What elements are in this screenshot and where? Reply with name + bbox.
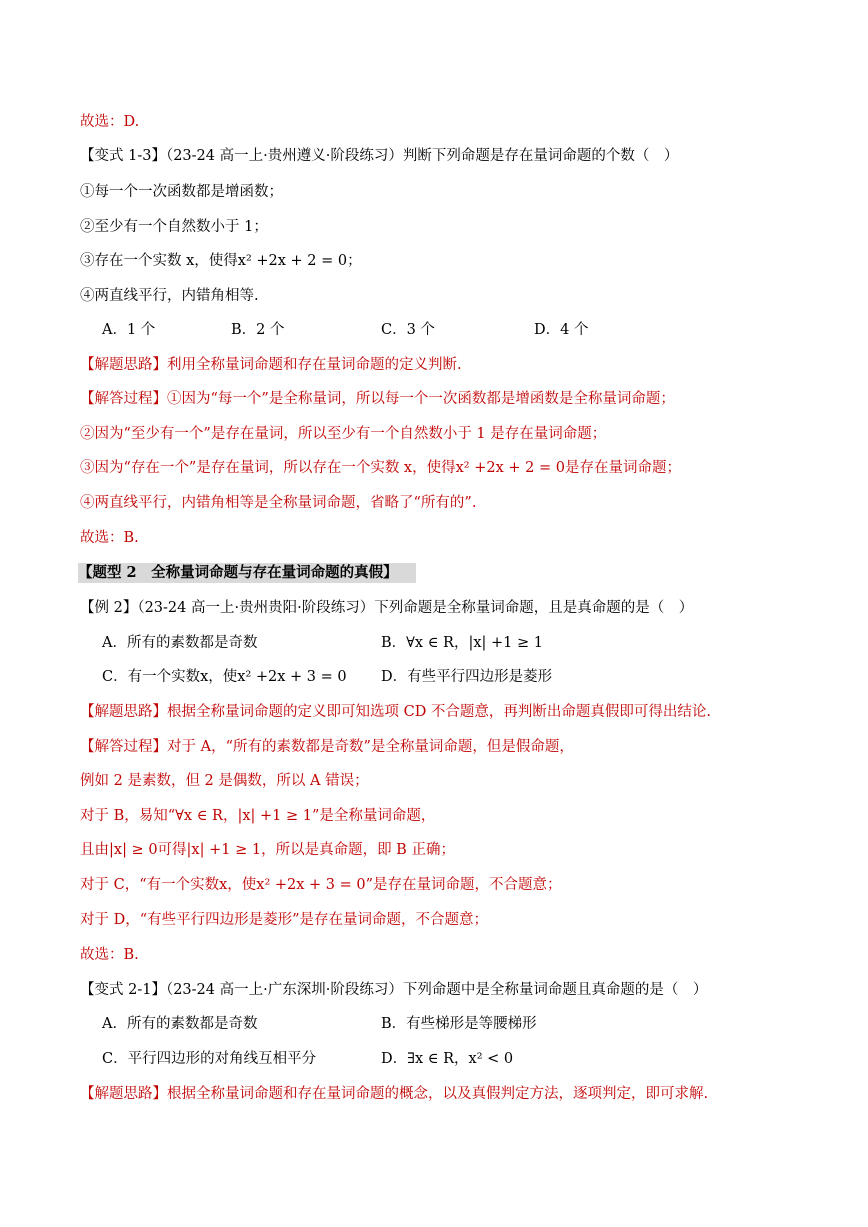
solution-idea-2-1: 【解题思路】根据全称量词命题和存在量词命题的概念，以及真假判定方法，逐项判定，即可求解. [80,1086,709,1102]
q21-option-a: A．所有的素数都是奇数 [102,1016,258,1032]
answer-1-3-prev: 故选：D. [80,114,140,130]
answer-2: 故选：B. [80,947,139,963]
statement-3: ③存在一个实数 x，使得x² +2x + 2 = 0； [80,253,362,269]
solution-process-1-3-1: 【解答过程】①因为“每一个”是全称量词，所以每一个一次函数都是增函数是全称量词命题； [80,391,675,407]
q21-option-d: D．∃x ∈ R，x² < 0 [381,1051,514,1067]
statement-4: ④两直线平行，内错角相等. [80,288,259,304]
statement-2: ②至少有一个自然数小于 1； [80,219,268,235]
solution-process-1-3-4: ④两直线平行，内错角相等是全称量词命题，省略了“所有的”. [80,495,477,511]
solution-process-2-4: 且由|x| ≥ 0可得|x| +1 ≥ 1，所以是真命题，即 B 正确； [80,842,455,858]
option-a: A．1 个 [102,322,156,338]
ex2-option-b: B．∀x ∈ R，|x| +1 ≥ 1 [381,635,543,651]
q21-option-c: C．平行四边形的对角线互相平分 [102,1051,317,1067]
solution-process-2-5: 对于 C，“有一个实数x，使x² +2x + 3 = 0”是存在量词命题，不合题意； [80,877,562,893]
solution-process-2-3: 对于 B，易知“∀x ∈ R，|x| +1 ≥ 1”是全称量词命题， [80,808,436,824]
solution-process-2-2: 例如 2 是素数，但 2 是偶数，所以 A 错误； [80,773,369,789]
solution-idea-1-3: 【解题思路】利用全称量词命题和存在量词命题的定义判断. [80,357,462,373]
section-heading [78,563,416,583]
section-heading-text: 【题型 2 全称量词命题与存在量词命题的真假】 [78,564,398,581]
example-2-stem: 【例 2】（23-24 高一上·贵州贵阳·阶段练习）下列命题是全称量词命题，且是真命题的是（ ） [80,600,694,616]
q21-option-b: B．有些梯形是等腰梯形 [381,1016,537,1032]
ex2-option-c: C．有一个实数x，使x² +2x + 3 = 0 [102,669,347,685]
solution-idea-2: 【解题思路】根据全称量词命题的定义即可知选项 CD 不合题意，再判断出命题真假即可得出结论. [80,704,712,720]
question-1-3-stem: 【变式 1-3】（23-24 高一上·贵州遵义·阶段练习）判断下列命题是存在量词命题的个数（ ） [80,148,679,164]
solution-process-2-1: 【解答过程】对于 A，“所有的素数都是奇数”是全称量词命题，但是假命题， [80,739,574,755]
option-b: B．2 个 [231,322,285,338]
answer-1-3: 故选：B. [80,530,139,546]
ex2-option-a: A．所有的素数都是奇数 [102,635,258,651]
solution-process-1-3-3: ③因为“存在一个”是存在量词，所以存在一个实数 x，使得x² +2x + 2 = 0是存在量词命题； [80,460,681,476]
ex2-option-d: D．有些平行四边形是菱形 [381,669,553,685]
option-d: D．4 个 [534,322,589,338]
option-c: C．3 个 [381,322,435,338]
statement-1: ①每一个一次函数都是增函数； [80,184,283,200]
solution-process-1-3-2: ②因为“至少有一个”是存在量词，所以至少有一个自然数小于 1 是存在量词命题； [80,426,607,442]
solution-process-2-6: 对于 D，“有些平行四边形是菱形”是存在量词命题，不合题意； [80,912,489,928]
question-2-1-stem: 【变式 2-1】（23-24 高一上·广东深圳·阶段练习）下列命题中是全称量词命题且真命题的是（ ） [80,982,708,998]
